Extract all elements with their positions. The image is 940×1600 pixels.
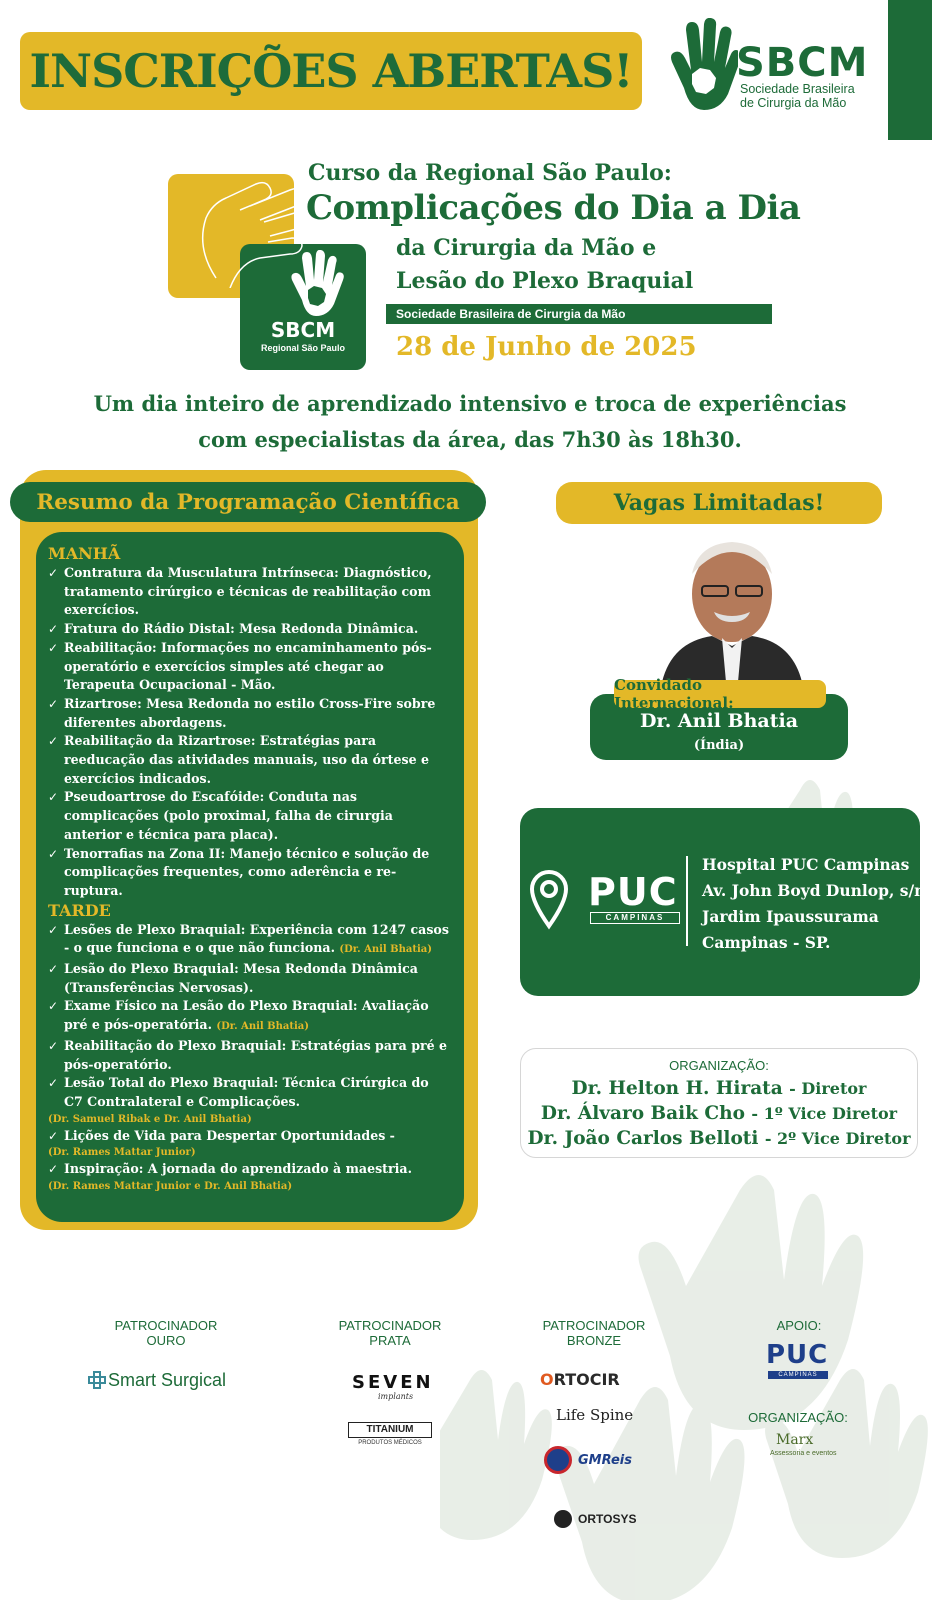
silver-label-line-1: PATROCINADOR [338,1318,442,1333]
ortosys-logo: ORTOSYS [578,1512,637,1526]
organization-label: ORGANIZAÇÃO: [669,1058,769,1073]
program-item-speaker: (Dr. Rames Mattar Junior) [48,1147,196,1159]
society-band: Sociedade Brasileira de Cirurgia da Mão [386,304,772,324]
smart-surgical-text: Smart Surgical [108,1370,227,1390]
organizer-2 [520,1103,918,1124]
check-icon: ✓ [48,566,59,580]
check-icon: ✓ [48,734,59,749]
bronze-label-line-1: PATROCINADOR [542,1318,646,1333]
logo-sub-line-2: de Cirurgia da Mão [740,96,847,110]
program-item [48,1127,450,1161]
smart-surgical-cross-icon [88,1371,106,1389]
program-header [10,482,486,522]
life-spine-logo: Life Spine [556,1406,634,1424]
venue-line-1: Hospital PUC Campinas [702,855,910,874]
organizer-2-role: - 1º Vice Diretor [751,1104,898,1123]
check-icon: ✓ [48,999,59,1014]
check-icon: ✓ [48,1128,59,1143]
course-subtitle-line-1: da Cirurgia da Mão e [396,235,657,261]
venue-line-4: Campinas - SP. [702,933,831,952]
puc-apoio-subtitle: CAMPINAS [768,1371,828,1379]
guest-label-text: Convidado Internacional: [614,676,734,712]
program-item-text: Fratura do Rádio Distal: Mesa Redonda Dinâmica. [64,621,419,637]
registrations-open-banner [20,32,642,110]
program-item [48,732,450,788]
ortocir-logo [540,1370,620,1389]
sponsor-org-label: ORGANIZAÇÃO: [748,1410,848,1425]
limited-spots-text: Vagas Limitadas! [613,490,825,516]
puc-logo-subtitle: CAMPINAS [590,912,680,924]
marx-subtitle: Assessoria e eventos [770,1450,837,1457]
limited-spots-badge [556,482,882,524]
program-item [48,1037,450,1074]
program-item-text: Lesão do Plexo Braquial: Mesa Redonda Dinâmica (Transferências Nervosas). [64,961,418,995]
bronze-label-line-2: BRONZE [566,1333,622,1348]
venue-divider [686,856,688,946]
ortosys-icon [554,1510,572,1528]
check-icon: ✓ [48,640,59,655]
course-title: Complicações do Dia a Dia [306,188,801,228]
program-item-text: Lesão Total do Plexo Braquial: Técnica Cirúrgica do C7 Contralateral e Complicações. [64,1075,429,1109]
puc-apoio-logo: PUC [766,1340,829,1370]
apoio-label: APOIO: [776,1318,822,1333]
check-icon: ✓ [48,622,59,637]
silver-sponsor-label [320,1318,460,1348]
program-item-text: Contratura da Musculatura Intrínseca: Diagnóstico, tratamento cirúrgico e técnicas de reabilitação com exercícios. [64,565,432,618]
smart-surgical-logo [88,1370,226,1391]
gold-sponsor-label [96,1318,236,1348]
program-header-text: Resumo da Programação Científica [36,489,460,515]
location-pin-icon [528,868,570,930]
marx-logo: Marx [776,1432,814,1448]
check-icon: ✓ [48,846,59,861]
sbcm-logo-subtitle [740,82,855,110]
check-icon: ✓ [48,922,59,937]
sbcm-logo-text: SBCM [736,40,869,86]
check-icon: ✓ [48,1162,59,1177]
check-icon: ✓ [48,696,59,711]
guest-country: (Índia) [693,738,745,753]
course-date: 28 de Junho de 2025 [396,332,697,362]
program-item-text: Rizartrose: Mesa Redonda no estilo Cross-Fire sobre diferentes abordagens. [64,695,436,730]
program-item-text: Tenorrafias na Zona II: Manejo técnico e solução de complicações frequentes, como aderência e re-ruptura. [64,845,430,898]
program-item [48,960,450,997]
titanium-subtitle: PRODUTOS MÉDICOS [358,1440,422,1446]
program-item-text: Reabilitação do Plexo Braquial: Estratégias para pré e pós-operatório. [64,1037,448,1072]
silver-label-line-2: PRATA [369,1333,411,1348]
logo-sub-line-1: Sociedade Brasileira [740,82,855,96]
course-subtitle-line-2: Lesão do Plexo Braquial [396,268,694,294]
morning-label: MANHÃ [48,544,121,563]
program-item-text: Pseudoartrose do Escafóide: Conduta nas complicações (polo proximal, falha de cirurgia anterior e técnica para placa). [64,789,393,842]
tagline-line-1: Um dia inteiro de aprendizado intensivo e troca de experiências [93,391,847,416]
program-item-text: Lesões de Plexo Braquial: Experiência com 1247 casos - o que funciona e o que não funciona. [64,921,449,956]
gold-label-line-2: OURO [146,1333,186,1348]
guest-speaker-photo [662,534,802,682]
venue-address [702,852,925,956]
program-item [48,695,450,732]
check-icon: ✓ [48,1038,59,1053]
regional-logo-text: SBCM [270,318,336,342]
check-icon: ✓ [48,962,59,977]
program-item-text: Inspiração: A jornada do aprendizado à maestria. [64,1161,412,1177]
program-item [48,1074,450,1126]
organizer-3-name: Dr. João Carlos Belloti [527,1128,759,1149]
gmreis-globe-icon [544,1446,572,1474]
venue-line-3: Jardim Ipaussurama [702,907,879,926]
program-item [48,921,450,960]
organizer-1-role: - Diretor [789,1079,867,1098]
sbcm-hand-logo-icon [662,18,738,112]
morning-list [48,564,450,901]
program-item [48,620,450,639]
program-item-text: Reabilitação: Informações no encaminhamento pós-operatório e exercícios simples até chegar ao Terapeuta Ocupacional - Mão. [64,639,432,693]
ortocir-o: O [540,1370,554,1389]
puc-logo-text: PUC [588,870,678,914]
program-item [48,639,450,695]
program-item-speaker: (Dr. Anil Bhatia) [216,1021,309,1033]
program-item [48,997,450,1036]
tagline [30,386,910,458]
guest-label-badge [614,676,826,712]
banner-text: INSCRIÇÕES ABERTAS! [29,44,633,98]
regional-logo-subtitle: Regional São Paulo [260,343,345,353]
program-item [48,1160,450,1194]
organizer-2-name: Dr. Álvaro Baik Cho [540,1103,745,1124]
organizer-3-role: - 2º Vice Diretor [764,1129,911,1148]
program-item-speaker: (Dr. Rames Mattar Junior e Dr. Anil Bhatia) [48,1181,293,1193]
program-item [48,845,450,901]
program-item-text: Exame Físico na Lesão do Plexo Braquial: Avaliação pré e pós-operatória. [64,998,429,1033]
program-item-speaker: (Dr. Anil Bhatia) [339,944,433,956]
program-list [36,532,464,1222]
program-item-text: Lições de Vida para Despertar Oportunidades - [64,1127,395,1143]
corner-green-bar [888,0,932,140]
ortocir-text: RTOCIR [553,1370,620,1389]
organizer-1 [520,1078,918,1099]
program-item-speaker: (Dr. Samuel Ribak e Dr. Anil Bhatia) [48,1113,252,1125]
course-pre-title: Curso da Regional São Paulo: [308,160,672,186]
afternoon-label: TARDE [48,900,111,920]
organizer-3 [520,1128,918,1149]
gold-label-line-1: PATROCINADOR [114,1318,218,1333]
check-icon: ✓ [48,790,59,805]
program-item [48,788,450,844]
regional-hand-logo-icon [286,250,344,316]
program-item [48,564,450,620]
check-icon: ✓ [48,1076,59,1091]
organizer-1-name: Dr. Helton H. Hirata [571,1078,783,1099]
tagline-line-2: com especialistas da área, das 7h30 às 18h30. [198,427,742,452]
bronze-sponsor-label [524,1318,664,1348]
seven-implants-logo: SEVEN [352,1372,434,1393]
gmreis-logo: GMReis [578,1453,632,1468]
titanium-logo: TITANIUM [348,1422,432,1438]
afternoon-list [48,921,450,1194]
seven-implants-subtitle: implants [378,1392,414,1401]
venue-line-2: Av. John Boyd Dunlop, s/n [702,881,926,900]
guest-name: Dr. Anil Bhatia [639,710,799,732]
program-item-text: Reabilitação da Rizartrose: Estratégias para reeducação das atividades manuais, uso da órtese e exercícios indicados. [64,733,429,786]
